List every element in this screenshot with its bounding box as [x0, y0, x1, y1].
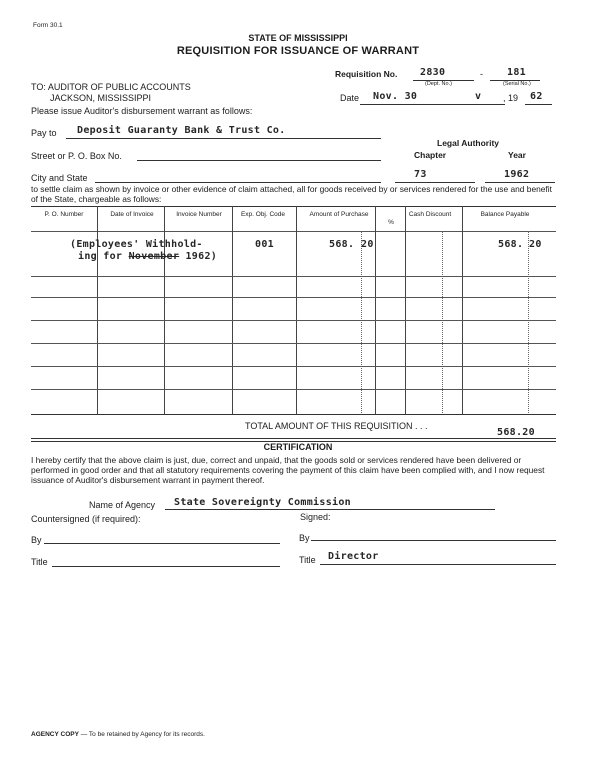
date-year-line — [525, 104, 552, 105]
legal-authority-label: Legal Authority — [437, 138, 500, 148]
entry-balance-dollars: 568. — [498, 239, 524, 250]
city-state-label: City and State — [31, 173, 88, 183]
addressee-line1: TO: AUDITOR OF PUBLIC ACCOUNTS — [31, 82, 191, 92]
agency-copy-label: AGENCY COPY — [31, 731, 79, 738]
requisition-label: Requisition No. — [335, 69, 398, 79]
settle-text: to settle claim as shown by invoice or other evidence of claim attached, all for goods received by or services rendered for the use and benefit of the State, chargeable as follows: — [31, 184, 552, 204]
by-label-left: By — [31, 535, 42, 545]
city-state-line — [95, 182, 381, 183]
pay-to-value: Deposit Guaranty Bank & Trust Co. — [77, 125, 286, 136]
addressee-line2: JACKSON, MISSISSIPPI — [50, 93, 152, 103]
street-line — [137, 160, 381, 161]
agency-line — [165, 509, 495, 510]
form-title: REQUISITION FOR ISSUANCE OF WARRANT — [176, 45, 420, 57]
col-header-cash-discount: Cash Discount — [408, 211, 452, 218]
agency-copy-text: — To be retained by Agency for its records. — [80, 731, 205, 738]
form-number: Form 30.1 — [33, 22, 63, 29]
by-line-left — [44, 543, 280, 544]
col-header-percent: % — [388, 219, 394, 226]
dept-no-value: 2830 — [420, 67, 446, 78]
title-label-left: Title — [31, 557, 48, 567]
col-header-po: P. O. Number — [44, 211, 84, 218]
countersigned-label: Countersigned (if required): — [31, 514, 141, 524]
certification-heading: CERTIFICATION — [263, 442, 333, 452]
table-top-border — [31, 206, 556, 207]
entry-description-line2: ing for November 1962) — [78, 251, 218, 262]
agency-label: Name of Agency — [89, 500, 156, 510]
pay-to-line — [66, 138, 381, 139]
pay-to-label: Pay to — [31, 128, 57, 138]
entry-balance-cents: 20 — [529, 239, 542, 250]
date-year-prefix: , 19 — [503, 93, 519, 103]
entry-amount-dollars: 568. — [329, 239, 355, 250]
col-header-exp-obj: Exp. Obj. Code — [240, 211, 286, 218]
title-line-left — [52, 566, 280, 567]
col-header-date-invoice: Date of Invoice — [110, 211, 154, 218]
total-label: TOTAL AMOUNT OF THIS REQUISITION . . . — [245, 421, 428, 431]
instruction-text: Please issue Auditor's disbursement warrant as follows: — [31, 106, 253, 116]
date-month-day: Nov. 30 — [373, 91, 418, 102]
year-label: Year — [508, 150, 526, 160]
table-header-bottom — [31, 231, 556, 232]
date-label: Date — [340, 93, 360, 103]
serial-no-value: 181 — [507, 67, 526, 78]
serial-no-caption: (Serial No.) — [503, 81, 531, 87]
col-header-balance: Balance Payable — [480, 211, 530, 218]
date-mark: v — [475, 91, 482, 102]
by-label-right: By — [299, 533, 310, 543]
entry-amount-cents: 20 — [361, 239, 374, 250]
col-header-amount: Amount of Purchase — [309, 211, 369, 218]
total-value: 568.20 — [497, 427, 535, 438]
chapter-line — [395, 182, 475, 183]
street-label: Street or P. O. Box No. — [31, 151, 122, 161]
requisition-dash: - — [480, 69, 483, 79]
chapter-value: 73 — [414, 169, 427, 180]
title-label-right: Title — [299, 555, 316, 565]
date-line — [360, 104, 505, 105]
by-line-right — [311, 540, 556, 541]
footer-note — [31, 731, 205, 738]
date-year-suffix: 62 — [530, 91, 543, 102]
col-header-invoice: Invoice Number — [176, 211, 222, 218]
agency-value: State Sovereignty Commission — [174, 497, 351, 508]
entry-exp-obj: 001 — [255, 239, 274, 250]
title-value-right: Director — [328, 551, 379, 562]
year-value: 1962 — [504, 169, 530, 180]
certification-text: I hereby certify that the above claim is just, due, correct and unpaid, that the goods sold or services rendered have been delivered or performed in good order and that all statutory requirements covering the payment of this claim have been complied with, and I now request issuance of Auditor's disbursement warrant in payment thereof. — [31, 455, 545, 485]
chapter-label: Chapter — [414, 150, 447, 160]
entry-description-line1: (Employees' Withhold- — [70, 239, 203, 250]
title-line-right — [320, 564, 556, 565]
year-line — [485, 182, 555, 183]
signed-label: Signed: — [300, 512, 331, 522]
dept-no-caption: (Dept. No.) — [425, 81, 452, 87]
state-heading: STATE OF MISSISSIPPI — [248, 33, 348, 43]
